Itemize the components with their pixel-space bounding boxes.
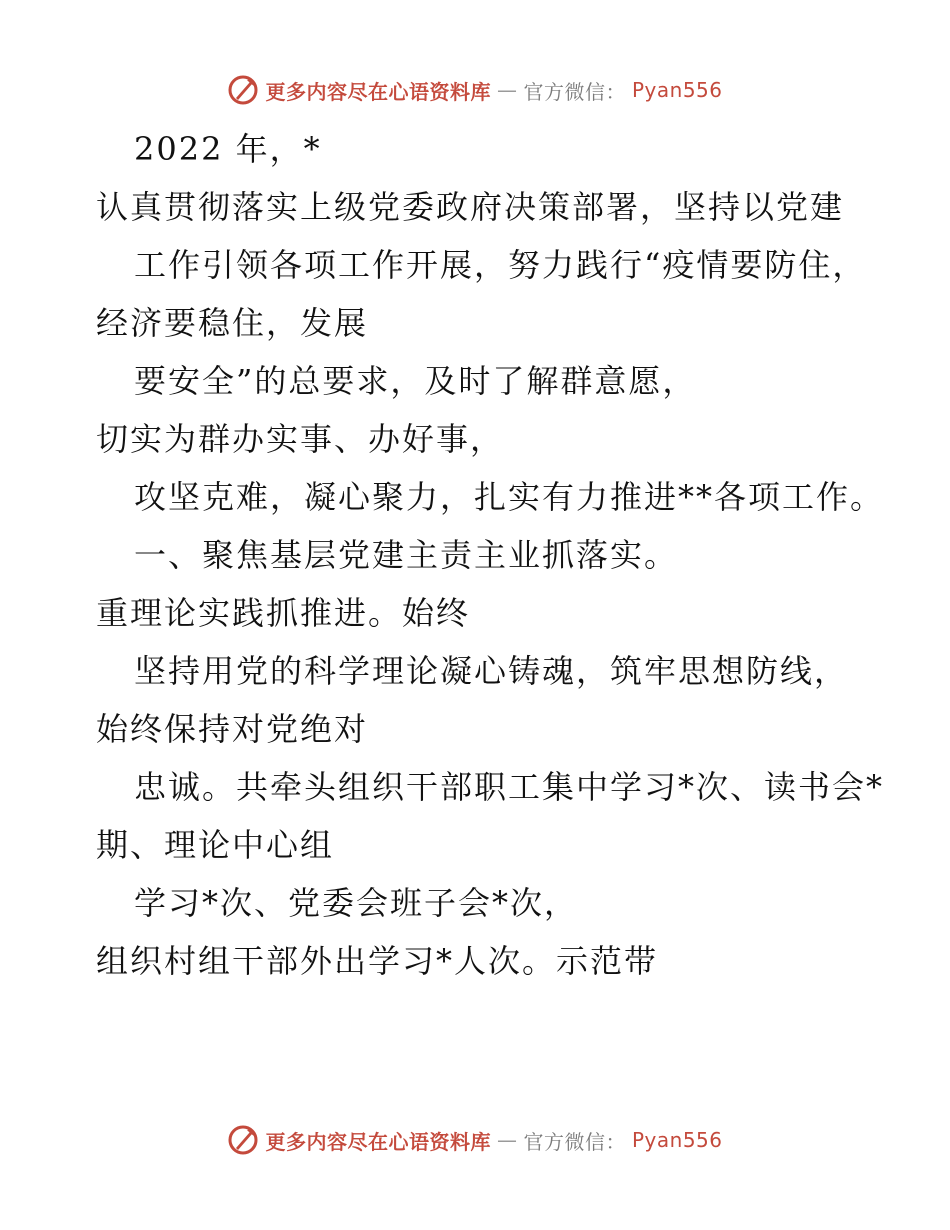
paragraph: 学习*次、党委会班子会*次，组织村组干部外出学习*人次。示范带 <box>96 884 659 980</box>
paragraph: 坚持用党的科学理论凝心铸魂，筑牢思想防线，始终保持对党绝对 <box>96 652 849 748</box>
paragraph: 忠诚。共牵头组织干部职工集中学习*次、读书会*期、理论中心组 <box>96 768 885 864</box>
watermark-label: 官方微信： <box>523 79 626 104</box>
paragraph: 要安全”的总要求，及时了解群意愿，切实为群办实事、办好事， <box>96 362 697 458</box>
header-watermark <box>0 70 950 110</box>
watermark-dash: — <box>496 78 518 102</box>
paragraph: 2022 年，*认真贯彻落实上级党委政府决策部署，坚持以党建 <box>96 130 845 226</box>
watermark-main-text: 更多内容尽在心语资料库 <box>265 1129 491 1154</box>
watermark-wechat-id: Pyan556 <box>631 78 723 102</box>
quill-logo-icon <box>227 1124 259 1156</box>
document-body <box>96 120 886 990</box>
watermark-label: 官方微信： <box>523 1129 626 1154</box>
paragraph: 一、聚焦基层党建主责主业抓落实。重理论实践抓推进。始终 <box>96 536 679 632</box>
paragraph: 攻坚克难，凝心聚力，扎实有力推进**各项工作。 <box>134 478 885 516</box>
footer-watermark <box>0 1120 950 1160</box>
quill-logo-icon <box>227 74 259 106</box>
watermark-main-text: 更多内容尽在心语资料库 <box>265 79 491 104</box>
watermark-wechat-id: Pyan556 <box>631 1128 723 1152</box>
paragraph: 工作引领各项工作开展，努力践行“疫情要防住，经济要稳住，发展 <box>96 246 867 342</box>
watermark-dash: — <box>496 1128 518 1152</box>
